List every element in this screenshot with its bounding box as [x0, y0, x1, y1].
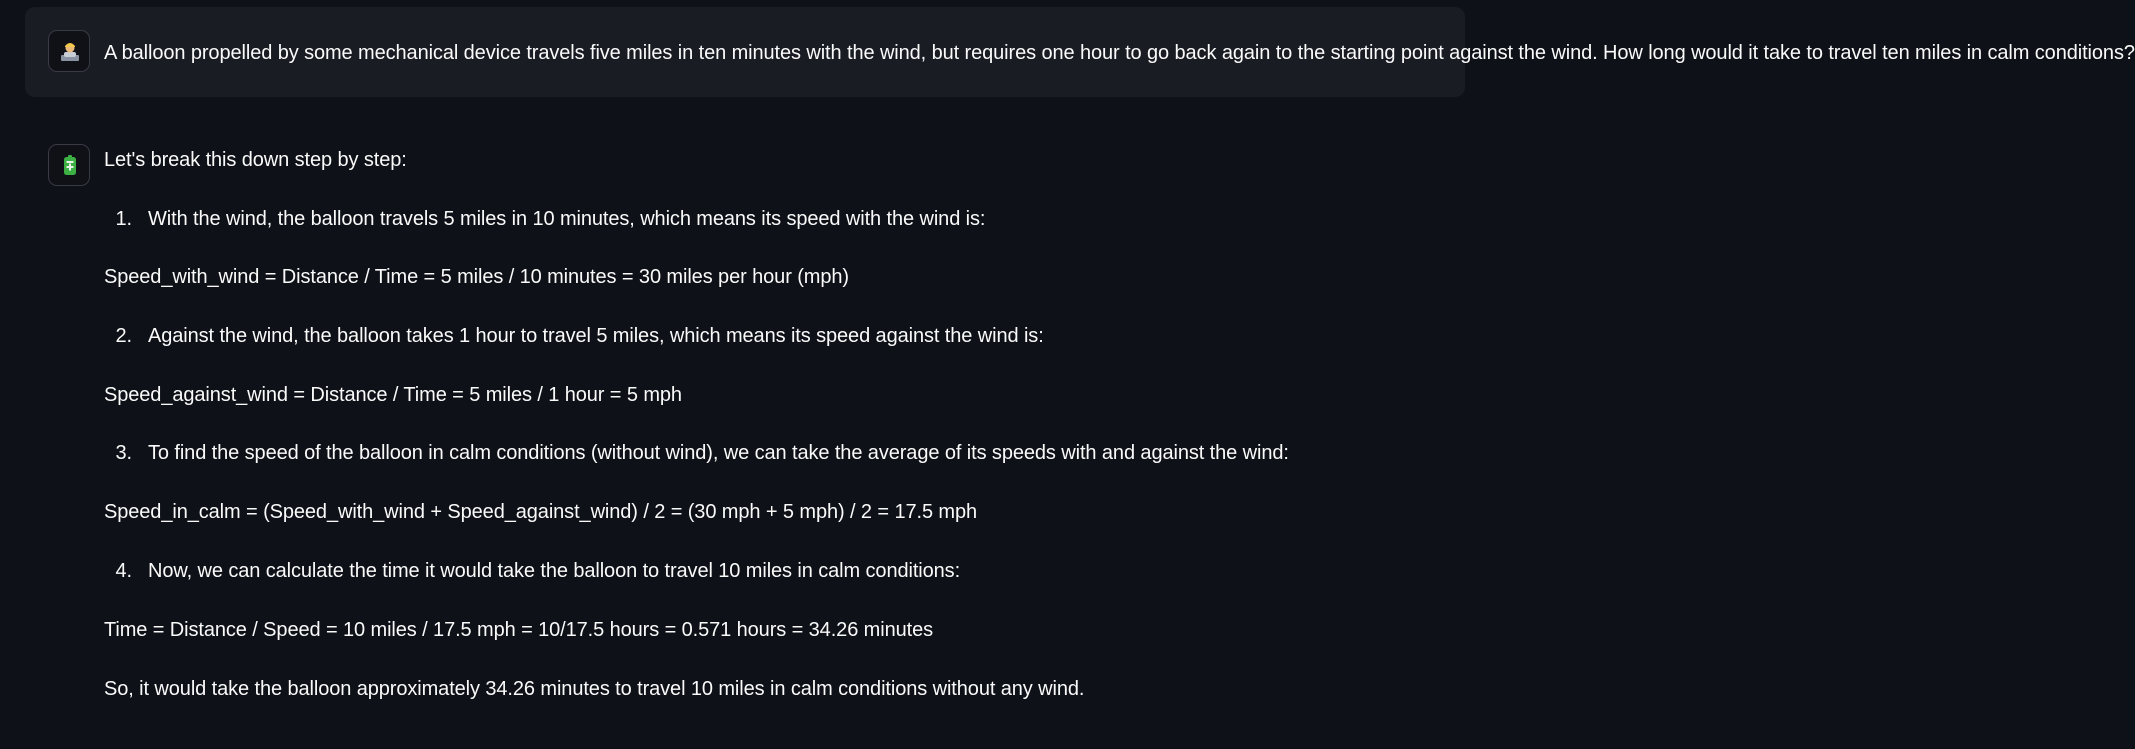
assistant-conclusion: So, it would take the balloon approximately 34.26 minutes to travel 10 miles in calm conditions without any wind. — [104, 678, 1085, 700]
step-number: 2. — [115, 325, 132, 347]
step-text: Now, we can calculate the time it would take the balloon to travel 10 miles in calm conditions: — [148, 560, 961, 582]
list-item-step-4 — [104, 557, 960, 585]
step-number: 4. — [115, 560, 132, 582]
formula-line: Speed_with_wind = Distance / Time = 5 miles / 10 minutes = 30 miles per hour (mph) — [104, 266, 849, 288]
step-text: Against the wind, the balloon takes 1 hour to travel 5 miles, which means its speed against the wind is: — [148, 325, 1044, 347]
user-avatar — [48, 30, 90, 72]
list-item-step-3 — [104, 439, 1289, 467]
formula-line: Speed_against_wind = Distance / Time = 5 miles / 1 hour = 5 mph — [104, 384, 682, 406]
step-text: With the wind, the balloon travels 5 miles in 10 minutes, which means its speed with the wind is: — [148, 208, 986, 230]
step-text: To find the speed of the balloon in calm conditions (without wind), we can take the average of its speeds with and against the wind: — [148, 442, 1289, 464]
list-item-step-2 — [104, 322, 1044, 350]
assistant-avatar — [48, 144, 90, 186]
user-message-text: A balloon propelled by some mechanical device travels five miles in ten minutes with the wind, but requires one hour to go back again to the starting point against the wind. How long would it take to travel ten miles in calm conditions? — [104, 42, 2135, 64]
robot-icon — [59, 154, 81, 176]
step-number: 3. — [115, 442, 132, 464]
assistant-intro: Let's break this down step by step: — [104, 149, 407, 171]
step-number: 1. — [115, 208, 132, 230]
formula-line: Speed_in_calm = (Speed_with_wind + Speed_against_wind) / 2 = (30 mph + 5 mph) / 2 = 17.5 mph — [104, 501, 978, 523]
list-item-step-1 — [104, 205, 985, 233]
person-icon — [59, 40, 81, 62]
formula-line: Time = Distance / Speed = 10 miles / 17.5 mph = 10/17.5 hours = 0.571 hours = 34.26 minutes — [104, 619, 933, 641]
